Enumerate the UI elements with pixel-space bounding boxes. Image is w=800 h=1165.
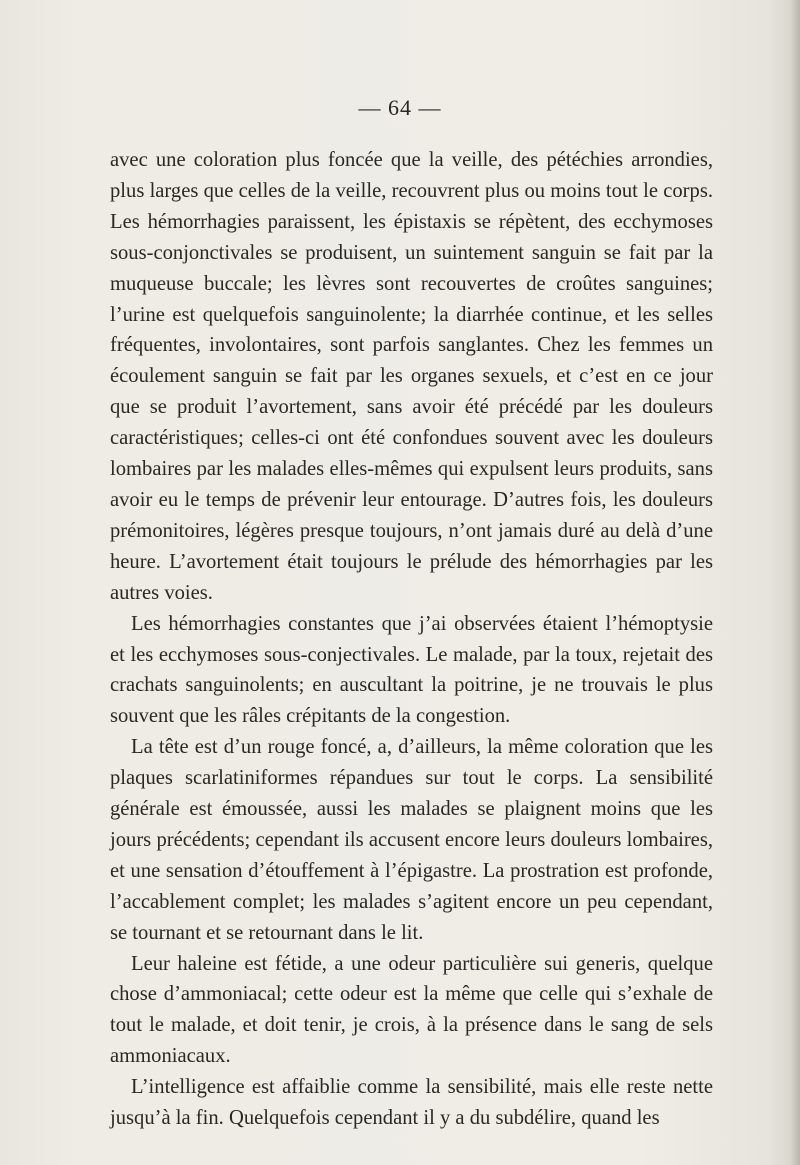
page-number: — 64 — [358,95,442,120]
page-body-text [110,145,713,1134]
paragraph-1: avec une coloration plus foncée que la veille, des pétéchies arrondies, plus larges que celles de la veille, recouvrent plus ou moins tout le corps. Les hémorrhagies paraissent, les épistaxis se répètent, des ecchymoses sous-conjonctivales se produisent, un suintement sanguin se fait par la muqueuse buccale; les lèvres sont recouvertes de croûtes sanguines; l’urine est quelquefois sanguinolente; la diarrhée continue, et les selles fréquentes, involontaires, sont parfois sanglantes. Chez les femmes un écoulement sanguin se fait par les organes sexuels, et c’est en ce jour que se produit l’avortement, sans avoir été précédé par les douleurs caractéristiques; celles-ci ont été confondues souvent avec les douleurs lombaires par les malades elles-mêmes qui expulsent leurs produits, sans avoir eu le temps de prévenir leur entourage. D’autres fois, les douleurs prémonitoires, légères presque toujours, n’ont jamais duré au delà d’une heure. L’avortement était toujours le prélude des hémorrhagies par les autres voies. [110,149,713,604]
paragraph-3: La tête est d’un rouge foncé, a, d’ailleurs, la même coloration que les plaques scarlatiniformes répandues sur tout le corps. La sensibilité générale est émoussée, aussi les malades se plaignent moins que les jours précédents; cependant ils accusent encore leurs douleurs lombaires, et une sensation d’étouffement à l’épigastre. La prostration est profonde, l’accablement complet; les malades s’agitent encore un peu cependant, se tournant et se retournant dans le lit. [110,736,713,944]
paragraph-5: L’intelligence est affaiblie comme la sensibilité, mais elle reste nette jusqu’à la fin. Quelquefois cependant il y a du subdélire, quand les [110,1076,713,1130]
paragraph-2: Les hémorrhagies constantes que j’ai observées étaient l’hémoptysie et les ecchymoses sous-conjectivales. Le malade, par la toux, rejetait des crachats sanguinolents; en auscultant la poitrine, je ne trouvais le plus souvent que les râles crépitants de la congestion. [110,612,713,728]
paragraph-4: Leur haleine est fétide, a une odeur particulière sui generis, quelque chose d’ammoniacal; cette odeur est la même que celle qui s’exhale de tout le malade, et doit tenir, je crois, à la présence dans le sang de sels ammoniacaux. [110,952,713,1068]
page-edge-shadow [790,0,800,1165]
